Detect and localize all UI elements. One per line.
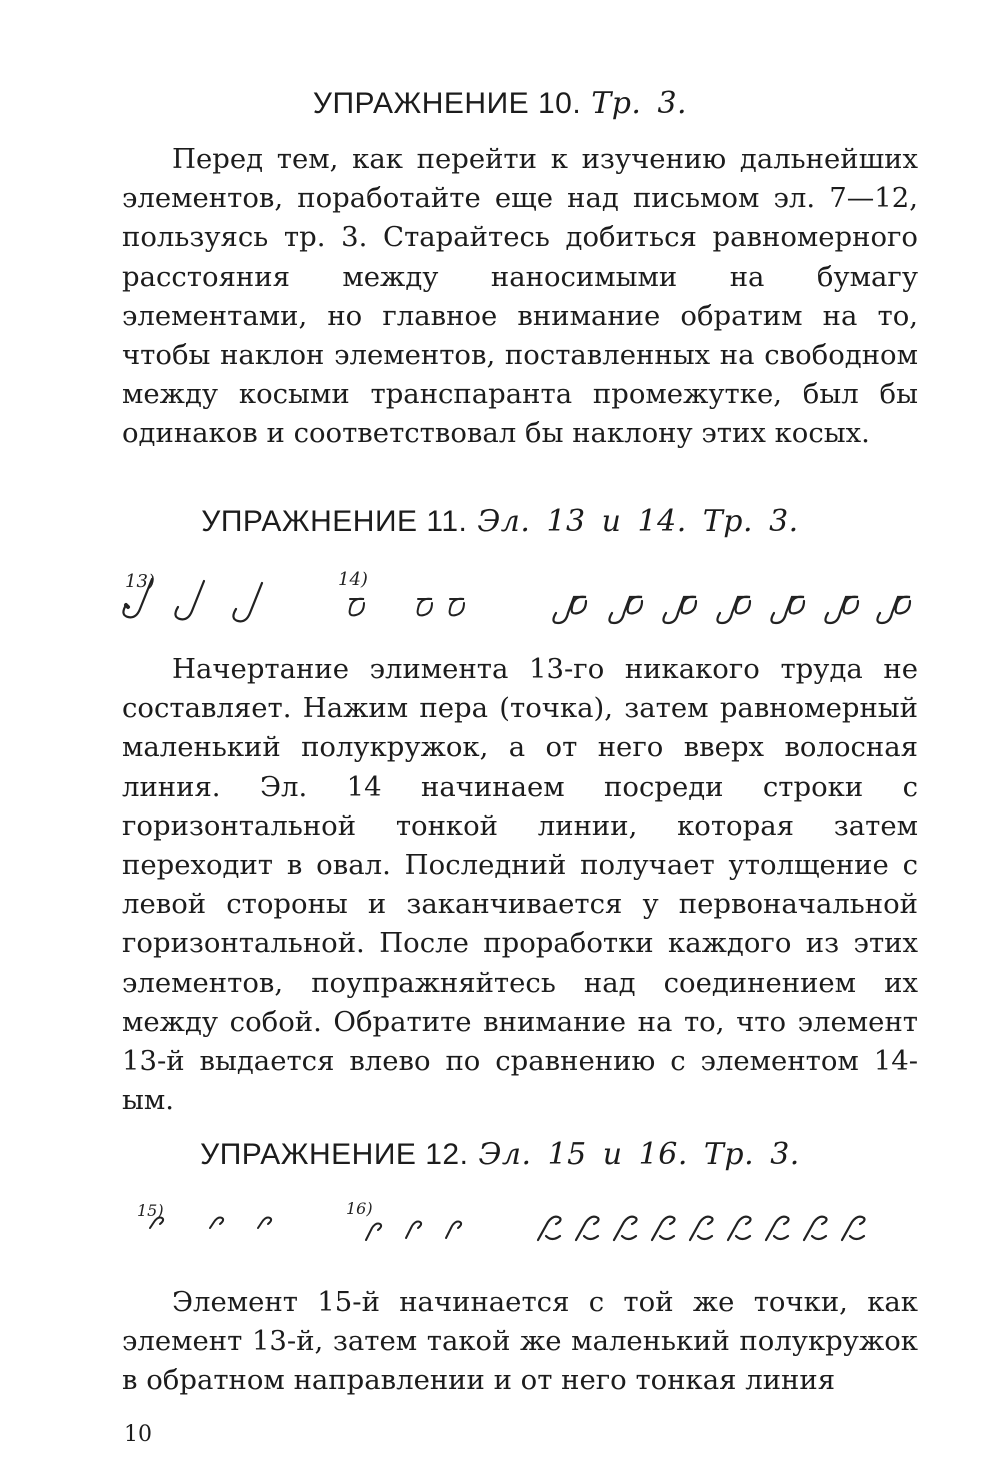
element-15-16-connections bbox=[538, 1217, 865, 1240]
element-16-label: 16) bbox=[346, 1199, 373, 1218]
page-number: 10 bbox=[124, 1422, 152, 1447]
element-16-strokes bbox=[366, 1222, 461, 1241]
handwriting-samples-15-16 bbox=[0, 1192, 1000, 1256]
exercise-11-paragraph bbox=[122, 650, 918, 1120]
handwriting-samples-13-14 bbox=[0, 565, 1000, 635]
exercise-11-reference: Эл. 13 и 14. Тр. 3. bbox=[477, 504, 799, 539]
exercise-11-text: Начертание элимента 13-го никакого труда не составляет. Нажим пера (точка), затем равномерный маленький полукружок, а от него вверх волосная линия. Эл. 14 начинаем посреди строки с горизонтальной тонкой линии, которая затем переходит в овал. Последний получает утолщение с левой стороны и заканчивается у первоначальной горизонтальной. После проработки каждого из этих элементов, поупражняйтесь над соединением их между собой. Обратите внимание на то, что элемент 13-й выдается влево по сравнению с элементом 14-ым. bbox=[122, 653, 918, 1117]
exercise-10-paragraph bbox=[122, 140, 918, 454]
exercise-10-title: УПРАЖНЕНИЕ 10. bbox=[312, 87, 582, 120]
exercise-12-reference: Эл. 15 и 16. Тр. 3. bbox=[478, 1137, 800, 1172]
exercise-12-text: Элемент 15-й начинается с той же точки, как элемент 13-й, затем такой же маленький полукружок в обратном направлении и от него тонкая линия bbox=[122, 1286, 918, 1397]
exercise-10-heading bbox=[0, 86, 1000, 121]
element-14-strokes bbox=[350, 599, 464, 616]
exercise-12-title: УПРАЖНЕНИЕ 12. bbox=[200, 1138, 469, 1171]
element-13-label: 13) bbox=[125, 571, 155, 592]
exercise-12-paragraph bbox=[122, 1283, 918, 1401]
element-13-14-connections bbox=[553, 597, 910, 623]
element-15-strokes bbox=[150, 1218, 271, 1229]
calligraphy-row-13-14 bbox=[0, 565, 1000, 635]
exercise-11-heading bbox=[0, 504, 1000, 539]
exercise-10-reference: Тр. 3. bbox=[591, 86, 688, 121]
element-15-label: 15) bbox=[137, 1201, 164, 1220]
calligraphy-row-15-16 bbox=[0, 1192, 1000, 1256]
element-14-label: 14) bbox=[338, 569, 368, 590]
exercise-12-heading bbox=[0, 1137, 1000, 1172]
exercise-10-text: Перед тем, как перейти к изучению дальнейших элементов, поработайте еще над письмом эл. 7—12, пользуясь тр. 3. Старайтесь добиться равномерного расстояния между наносимыми на бумагу элементами, но главное внимание обратим на то, чтобы наклон элементов, поставленных на свободном между косыми транспаранта промежутке, был бы одинаков и соответствовал бы наклону этих косых. bbox=[122, 143, 918, 450]
exercise-11-title: УПРАЖНЕНИЕ 11. bbox=[201, 505, 468, 538]
